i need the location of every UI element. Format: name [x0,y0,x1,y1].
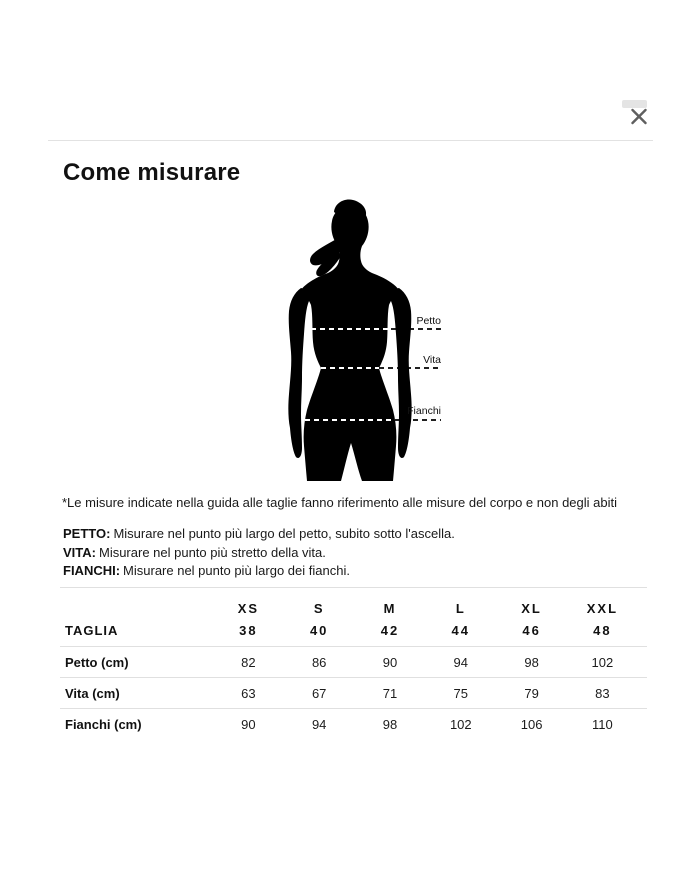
fianchi-label: Fianchi [407,405,441,417]
cell-value: 82 [241,654,256,670]
instruction-petto-label: PETTO: [63,526,111,541]
cell-value: 106 [520,716,543,732]
measurement-figure [250,195,460,485]
instruction-fianchi [63,562,623,581]
column-header-s [284,598,355,646]
size-letter: S [313,601,325,616]
cell-value: 83 [595,685,610,701]
measurement-instructions [63,525,623,581]
close-button[interactable] [624,103,654,131]
size-number: 46 [522,623,541,638]
petto-label: Petto [416,315,441,327]
table-row-petto [60,646,647,677]
body-silhouette-svg [250,195,460,485]
instruction-vita-text: Misurare nel punto più stretto della vita. [98,544,326,560]
size-letter: XL [521,601,542,616]
table-row-vita [60,677,647,708]
table-row-fianchi [60,708,647,739]
taglia-header: TAGLIA [65,623,119,638]
cell-value: 63 [241,685,256,701]
cell-value: 94 [453,654,469,670]
row-label: Fianchi (cm) [65,716,142,732]
size-number: 44 [451,623,471,638]
cell-value: 86 [311,654,327,670]
column-header-l [425,598,496,646]
column-header-xl [496,598,567,646]
size-letter: XS [237,601,260,616]
size-number: 48 [593,623,612,638]
cell-value: 90 [241,716,256,732]
row-label: Vita (cm) [65,685,120,701]
close-icon [629,106,649,126]
size-table-header [60,587,647,646]
cell-value: 102 [591,654,614,670]
measurement-note: *Le misure indicate nella guida alle taglie fanno riferimento alle misure del corpo e non degli abiti [62,495,617,510]
instruction-petto-text: Misurare nel punto più largo del petto, subito sotto l'ascella. [113,526,455,541]
column-header-m [355,598,426,646]
cell-value: 102 [449,716,472,732]
size-letter: M [383,601,397,616]
cell-value: 110 [592,716,613,732]
column-header-xs [213,598,284,646]
cell-value: 90 [382,654,398,670]
size-letter: L [455,601,466,616]
cell-value: 98 [524,654,539,670]
cell-value: 94 [311,716,327,732]
cell-value: 71 [382,685,398,701]
cell-value: 79 [524,685,539,701]
instruction-fianchi-text: Misurare nel punto più largo dei fianchi. [123,563,350,578]
size-number: 38 [239,623,258,638]
instruction-fianchi-label: FIANCHI: [63,563,121,578]
instruction-petto [63,525,623,544]
cell-value: 67 [311,685,327,701]
size-number: 42 [380,623,400,638]
silhouette-body [301,206,399,481]
instruction-vita-label: VITA: [63,544,96,560]
size-letter: XXL [586,601,619,616]
size-table [60,587,647,739]
column-header-xxl [567,598,638,646]
cell-value: 98 [382,716,398,732]
vita-label: Vita [423,354,441,366]
instruction-vita [63,544,623,563]
row-label: Petto (cm) [65,654,129,670]
modal-title: Come misurare [63,159,241,186]
header-divider [48,140,653,141]
size-number: 40 [309,623,329,638]
cell-value: 75 [453,685,469,701]
